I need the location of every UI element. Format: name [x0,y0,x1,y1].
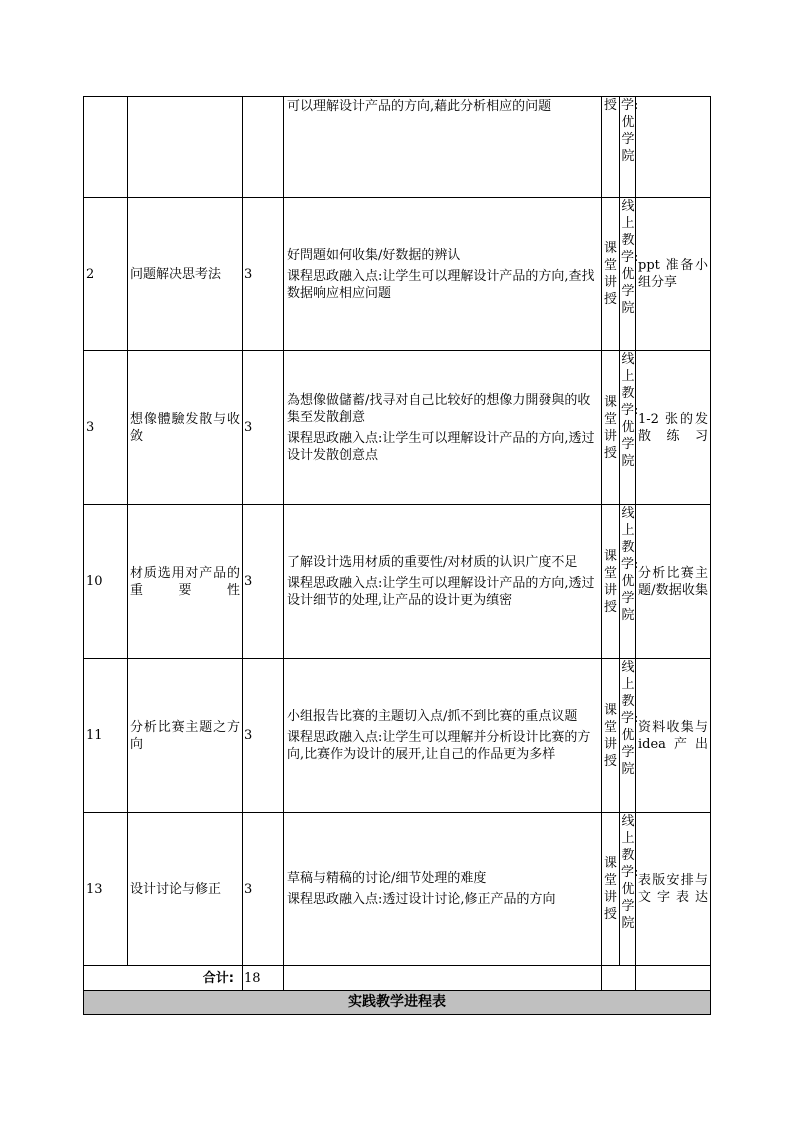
row-content [284,198,602,351]
row-content [284,351,602,505]
row-number: 11 [84,659,128,813]
row-topic [128,97,243,198]
row-content [284,97,602,198]
content-line: 课程思政融入点:让学生可以理解设计产品的方向,查找数据响应相应问题 [287,268,595,301]
row-number: 2 [84,198,128,351]
content-line: 小组报告比赛的主题切入点/抓不到比赛的重点议题 [287,709,578,724]
row-number: 10 [84,505,128,659]
row-homework: 分析比赛主题/数据收集 [636,505,711,659]
content-line: 课程思政融入点:让学生可以理解设计产品的方向,透过设计发散创意点 [287,430,595,463]
row-content [284,505,602,659]
table-row [84,198,711,351]
row-hours: 3 [243,813,284,966]
table-row [84,505,711,659]
row-homework: 表版安排与文字表达 [636,813,711,966]
row-online: 线上教学:优学院 [620,659,636,813]
content-line: 草稿与精稿的讨论/细节处理的难度 [287,871,487,886]
row-topic: 分析比赛主题之方向 [128,659,243,813]
total-empty [602,966,636,991]
content-line: 课程思政融入点:让学生可以理解并分析设计比赛的方向,比赛作为设计的展开,让自己的作品更为多样 [287,730,591,762]
total-empty [284,966,602,991]
course-schedule-table [83,96,711,1015]
row-online: 线上教学:优学院 [620,351,636,505]
content-line: 為想像做儲蓄/找寻对自己比较好的想像力開發與的收集至发散創意 [287,392,591,425]
total-row [84,966,711,991]
row-online: 线上教学:优学院 [620,198,636,351]
row-hours: 3 [243,505,284,659]
row-mode: 课堂讲授 [602,198,620,351]
row-hours [243,97,284,198]
content-line: 课程思政融入点:透过设计讨论,修正产品的方向 [287,892,556,907]
row-topic: 设计讨论与修正 [128,813,243,966]
row-number [84,97,128,198]
row-mode: 课堂讲授 [602,351,620,505]
row-topic: 问题解决思考法 [128,198,243,351]
row-online: 线上教学:优学院 [620,813,636,966]
row-number: 13 [84,813,128,966]
table-row [84,97,711,198]
section-banner: 实践教学进程表 [84,991,711,1015]
row-topic: 想像體驗发散与收敛 [128,351,243,505]
section-banner-row [84,991,711,1015]
content-line: 课程思政融入点:让学生可以理解设计产品的方向,透过设计细节的处理,让产品的设计更为缜密 [287,576,595,608]
row-number: 3 [84,351,128,505]
total-empty [636,966,711,991]
row-mode: 课堂讲授 [602,813,620,966]
row-homework: ppt 准备小组分享 [636,198,711,351]
row-homework [636,97,711,198]
row-online: 线上教学:优学院 [620,505,636,659]
row-mode: 授 [602,97,620,198]
row-topic: 材质选用对产品的重要性 [128,505,243,659]
total-label: 合计: [84,966,243,991]
content-line: 可以理解设计产品的方向,藉此分析相应的问题 [287,99,552,114]
table-row [84,351,711,505]
row-homework: 1-2 张的发散练习 [636,351,711,505]
row-hours: 3 [243,198,284,351]
total-hours: 18 [243,966,284,991]
row-homework: 资料收集与idea产出 [636,659,711,813]
row-hours: 3 [243,351,284,505]
row-mode: 课堂讲授 [602,505,620,659]
row-content [284,813,602,966]
content-line: 了解设计选用材质的重要性/对材质的认识广度不足 [287,555,578,570]
table-row [84,813,711,966]
row-hours: 3 [243,659,284,813]
row-content [284,659,602,813]
row-mode: 课堂讲授 [602,659,620,813]
table-row [84,659,711,813]
content-line: 好問題如何收集/好数据的辨认 [287,247,461,263]
row-online: 学:优学院 [620,97,636,198]
